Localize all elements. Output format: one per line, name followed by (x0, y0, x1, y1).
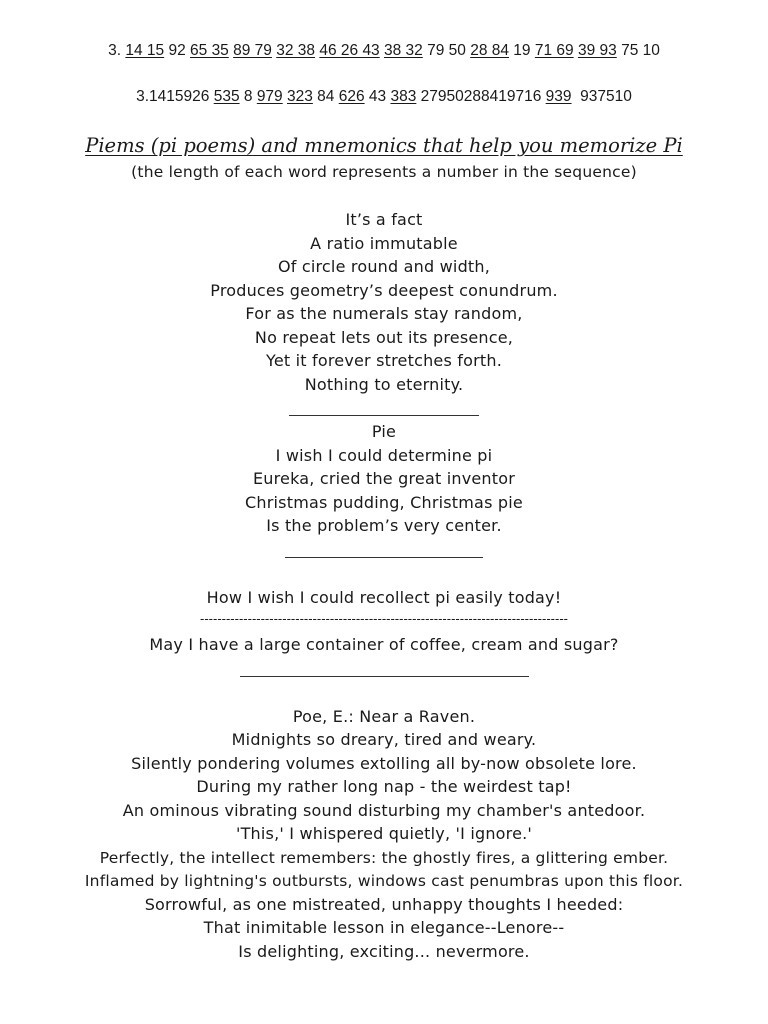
digit-group-underlined: 979 (256, 88, 283, 105)
poem3-line: An ominous vibrating sound disturbing my chamber's antedoor. (122, 801, 646, 820)
digit-group-underlined: 14 15 (125, 42, 165, 59)
digit-group-underlined: 65 35 (190, 42, 229, 59)
poem3-line: Perfectly, the intellect remembers: the ghostly fires, a glittering ember. (99, 849, 669, 867)
poem1-line: A ratio immutable (310, 234, 458, 253)
digit-group: 8 (239, 88, 257, 105)
pi-digits-compact-line (0, 88, 768, 106)
digit-group: 79 50 (422, 42, 471, 59)
poem3-line: Midnights so dreary, tired and weary. (231, 730, 537, 749)
poem2-line: I wish I could determine pi (275, 446, 493, 465)
digit-group: 19 (509, 42, 535, 59)
digit-group-underlined: 323 (287, 88, 313, 105)
digit-group-underlined: 939 (545, 88, 572, 105)
section-divider (285, 557, 483, 558)
poem2-line: Is the problem’s very center. (266, 516, 502, 535)
digit-group-underlined: 89 79 (233, 42, 272, 59)
poem3-title: Poe, E.: Near a Raven. (292, 707, 476, 726)
poem3-line: Sorrowful, as one mistreated, unhappy thoughts I heeded: (144, 895, 624, 914)
document-heading: Piems (pi poems) and mnemonics that help you memorize Pi (85, 134, 683, 157)
poem1-line: Yet it forever stretches forth. (266, 351, 502, 370)
digit-group-underlined: 28 84 (470, 42, 509, 59)
digit-group-underlined: 38 32 (384, 42, 423, 59)
mnemonic-line: May I have a large container of coffee, cream and sugar? (149, 635, 619, 654)
digit-group: 84 (312, 88, 339, 105)
poem1-line: No repeat lets out its presence, (254, 328, 514, 347)
poem1-line: Nothing to eternity. (304, 375, 464, 394)
poem3-line: That inimitable lesson in elegance--Lenore-- (203, 918, 565, 937)
digit-group-underlined: 383 (390, 88, 417, 105)
poem3-line: Is delighting, exciting... nevermore. (238, 942, 530, 961)
digit-group: 43 (364, 88, 391, 105)
poem2-line: Christmas pudding, Christmas pie (245, 493, 523, 512)
poem1-line: For as the numerals stay random, (245, 304, 523, 323)
poem3-line: Inflamed by lightning's outbursts, windows cast penumbras upon this floor. (84, 872, 684, 890)
digit-group-underlined: 39 93 (577, 42, 617, 59)
poem1-line: Of circle round and width, (277, 257, 491, 276)
section-divider (289, 415, 479, 416)
digit-group-underlined: 46 26 43 (319, 42, 380, 59)
digit-group-underlined: 71 69 (534, 42, 574, 59)
digit-group: 3.1415926 (136, 88, 214, 105)
poem2-title: Pie (371, 422, 397, 441)
digit-prefix: 3. (108, 42, 126, 59)
pi-digits-grouped-line (0, 42, 768, 60)
section-divider (240, 676, 529, 677)
dash-divider: ------------------------------------------------------------------------------------- (200, 611, 568, 626)
digit-group-underlined: 626 (338, 88, 365, 105)
poem1-line: Produces geometry’s deepest conundrum. (210, 281, 558, 300)
mnemonic-line: How I wish I could recollect pi easily today! (206, 588, 562, 607)
poem2-line: Eureka, cried the great inventor (252, 469, 515, 488)
poem3-line: Silently pondering volumes extolling all by-now obsolete lore. (131, 754, 637, 773)
digit-group: 937510 (571, 88, 632, 105)
digit-group-underlined: 32 38 (276, 42, 316, 59)
document-subheading: (the length of each word represents a number in the sequence) (131, 163, 637, 181)
poem3-line: During my rather long nap - the weirdest tap! (196, 777, 572, 796)
poem1-line: It’s a fact (345, 210, 423, 229)
poem3-line: 'This,' I whispered quietly, 'I ignore.' (235, 824, 533, 843)
digit-group: 92 (164, 42, 191, 59)
digit-group: 27950288419716 (416, 88, 546, 105)
digit-group-underlined: 535 (213, 88, 240, 105)
digit-group: 75 10 (616, 42, 660, 59)
